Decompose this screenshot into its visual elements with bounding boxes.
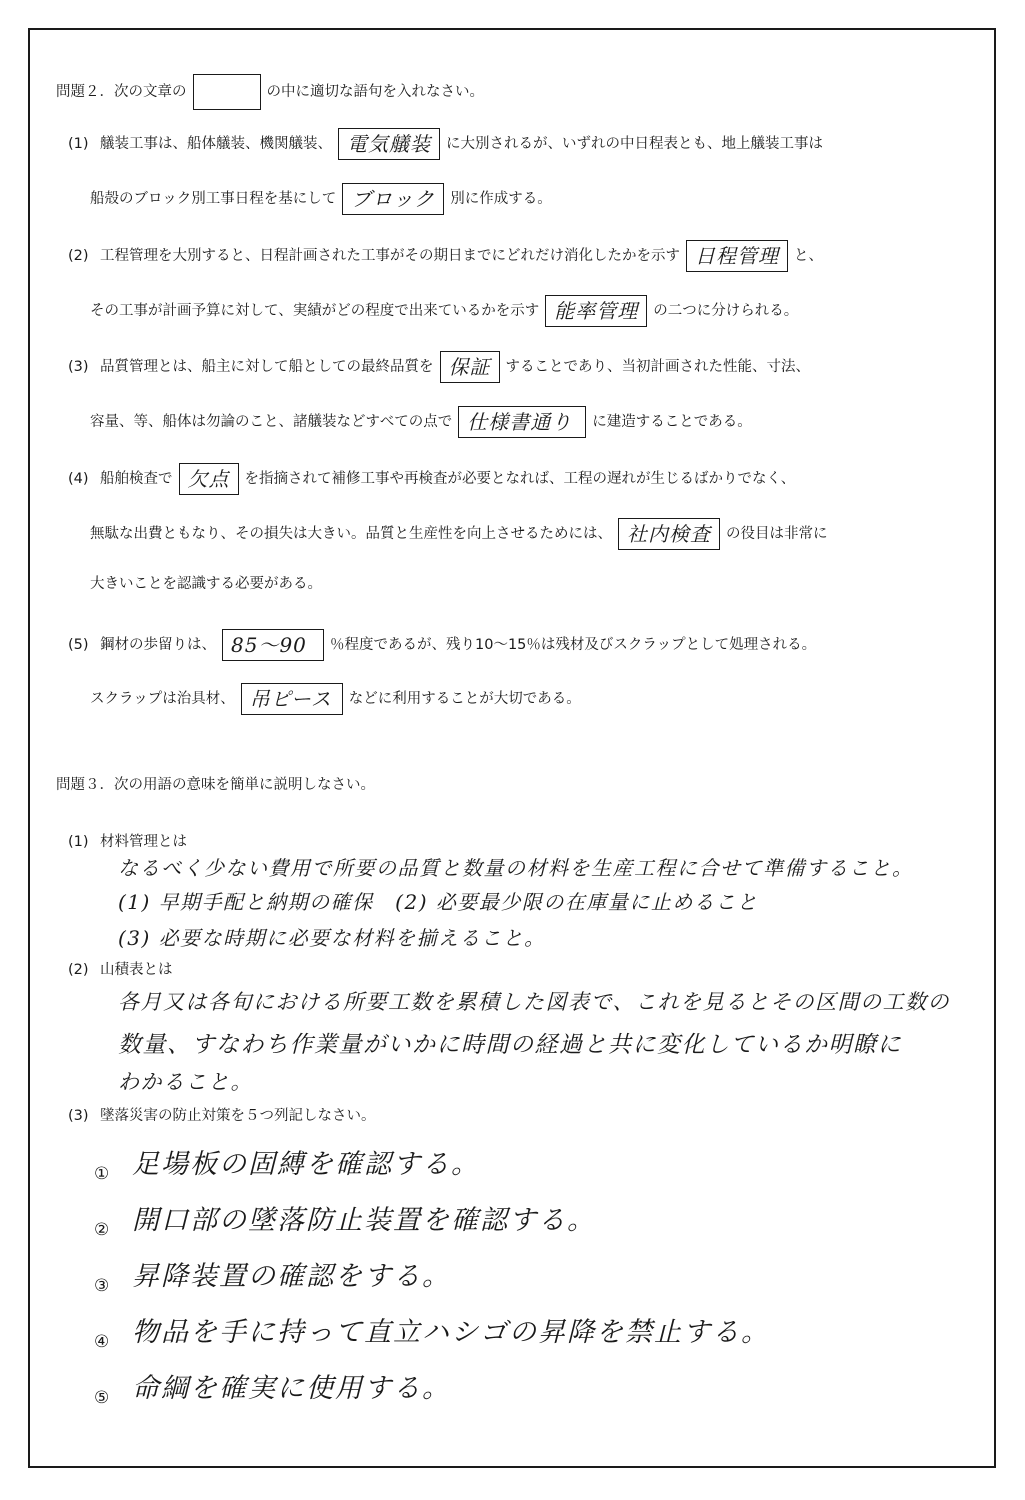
q2-item-4-line-2 xyxy=(90,518,828,550)
q2-5-text-c: スクラップは治具材、 xyxy=(90,691,235,707)
q3-item-2-term xyxy=(68,960,173,980)
q2-4-text-c: 無駄な出費ともなり、その損失は大きい。品質と生産性を向上させるためには、 xyxy=(90,526,612,542)
answer-box-in-house-inspection: 社内検査 xyxy=(618,518,720,550)
q2-item-2-line-2 xyxy=(90,295,798,327)
q2-2-text-d: の二つに分けられる。 xyxy=(653,303,799,319)
q2-item-1-line-1 xyxy=(68,128,823,160)
q2-item-4-line-1 xyxy=(68,463,795,495)
fall-prevention-item-3: 昇降装置の確認をする。 xyxy=(132,1261,451,1292)
fall-prevention-item-5: 命綱を確実に使用する。 xyxy=(132,1373,451,1404)
q2-5-text-a: 鋼材の歩留りは、 xyxy=(100,637,216,653)
item-number: (2) xyxy=(68,248,89,264)
question-3-heading: 問題３．次の用語の意味を簡単に説明しなさい。 xyxy=(56,777,375,793)
q3-item-1-term xyxy=(68,832,187,852)
q2-item-4-line-3 xyxy=(90,574,322,594)
q2-item-1-line-2 xyxy=(90,183,552,215)
q3-3-term-label: 墜落災害の防止対策を５つ列記しなさい。 xyxy=(100,1108,376,1124)
handwritten-answer-1-line-1: なるべく少ない費用で所要の品質と数量の材料を生産工程に合せて準備すること。 xyxy=(118,856,914,880)
question-2-title-post: の中に適切な語句を入れなさい。 xyxy=(266,84,484,100)
answer-box-yield-percent: 85～90 xyxy=(222,629,324,661)
q2-1-text-c: 船殻のブロック別工事日程を基にして xyxy=(90,191,337,207)
handwritten-answer-2-line-2: 数量、すなわち作業量がいかに時間の経過と共に変化しているか明瞭に xyxy=(118,1032,902,1058)
handwritten-answer-2-line-1: 各月又は各旬における所要工数を累積した図表で、これを見るとその区間の工数の xyxy=(118,990,951,1014)
q2-item-5-line-2 xyxy=(90,683,581,715)
answer-box-schedule-control: 日程管理 xyxy=(686,240,788,272)
fall-prevention-item-2: 開口部の墜落防止装置を確認する。 xyxy=(132,1205,596,1236)
item-number: (4) xyxy=(68,471,89,487)
list-mark-3: ③ xyxy=(94,1276,110,1296)
answer-box-efficiency-control: 能率管理 xyxy=(545,295,647,327)
handwritten-answer-1-line-2: (1) 早期手配と納期の確保 (2) 必要最少限の在庫量に止めること xyxy=(118,890,759,914)
q2-2-text-b: と、 xyxy=(794,248,823,264)
question-2-heading xyxy=(56,74,484,110)
q2-5-text-d: などに利用することが大切である。 xyxy=(348,691,581,707)
handwritten-answer-1-line-3: (3) 必要な時期に必要な材料を揃えること。 xyxy=(118,926,546,950)
q2-4-text-b: を指摘されて補修工事や再検査が必要となれば、工程の遅れが生じるばかりでなく、 xyxy=(244,471,796,487)
q2-4-text-d: の役目は非常に xyxy=(726,526,828,542)
answer-box-block: ブロック xyxy=(342,183,444,215)
handwritten-answer-2-line-3: わかること。 xyxy=(118,1070,253,1094)
q3-1-term-label: 材料管理とは xyxy=(100,834,187,850)
q2-3-text-a: 品質管理とは、船主に対して船としての最終品質を xyxy=(100,359,434,375)
q2-item-5-line-1 xyxy=(68,629,816,661)
q2-1-text-a: 艤装工事は、船体艤装、機関艤装、 xyxy=(100,136,332,152)
item-number: (5) xyxy=(68,637,89,653)
q2-2-text-a: 工程管理を大別すると、日程計画された工事がその期日までにどれだけ消化したかを示す xyxy=(100,248,680,264)
list-mark-5: ⑤ xyxy=(94,1388,110,1408)
fall-prevention-item-1: 足場板の固縛を確認する。 xyxy=(132,1149,480,1180)
q2-4-text-a: 船舶検査で xyxy=(100,471,173,487)
item-number: (1) xyxy=(68,834,89,850)
fall-prevention-item-4: 物品を手に持って直立ハシゴの昇降を禁止する。 xyxy=(132,1317,770,1348)
answer-box-per-specification: 仕様書通り xyxy=(458,406,586,438)
answer-box-defect: 欠点 xyxy=(179,463,239,495)
item-number: (1) xyxy=(68,136,89,152)
item-number: (3) xyxy=(68,359,89,375)
q2-4-text-e: 大きいことを認識する必要がある。 xyxy=(90,576,322,592)
list-mark-4: ④ xyxy=(94,1332,110,1352)
q2-3-text-d: に建造することである。 xyxy=(592,414,752,430)
question-2-title-pre: 問題２．次の文章の xyxy=(56,84,187,100)
q3-item-3-term xyxy=(68,1106,376,1126)
q2-1-text-d: 別に作成する。 xyxy=(450,191,552,207)
item-number: (2) xyxy=(68,962,89,978)
q3-2-term-label: 山積表とは xyxy=(100,962,173,978)
list-mark-2: ② xyxy=(94,1220,110,1240)
q2-3-text-c: 容量、等、船体は勿論のこと、諸艤装などすべての点で xyxy=(90,414,453,430)
answer-box-electrical-outfitting: 電気艤装 xyxy=(338,128,440,160)
answer-box-guarantee: 保証 xyxy=(440,351,500,383)
answer-box-lifting-piece: 吊ピース xyxy=(241,683,343,715)
q2-2-text-c: その工事が計画予算に対して、実績がどの程度で出来ているかを示す xyxy=(90,303,540,319)
item-number: (3) xyxy=(68,1108,89,1124)
blank-box-example xyxy=(193,74,261,110)
list-mark-1: ① xyxy=(94,1164,110,1184)
q2-5-text-b: ％程度であるが、残り10～15％は残材及びスクラップとして処理される。 xyxy=(330,637,817,653)
q2-1-text-b: に大別されるが、いずれの中日程表とも、地上艤装工事は xyxy=(446,136,823,152)
q2-item-3-line-1 xyxy=(68,351,810,383)
q2-3-text-b: することであり、当初計画された性能、寸法、 xyxy=(505,359,810,375)
q2-item-2-line-1 xyxy=(68,240,823,272)
q2-item-3-line-2 xyxy=(90,406,752,438)
